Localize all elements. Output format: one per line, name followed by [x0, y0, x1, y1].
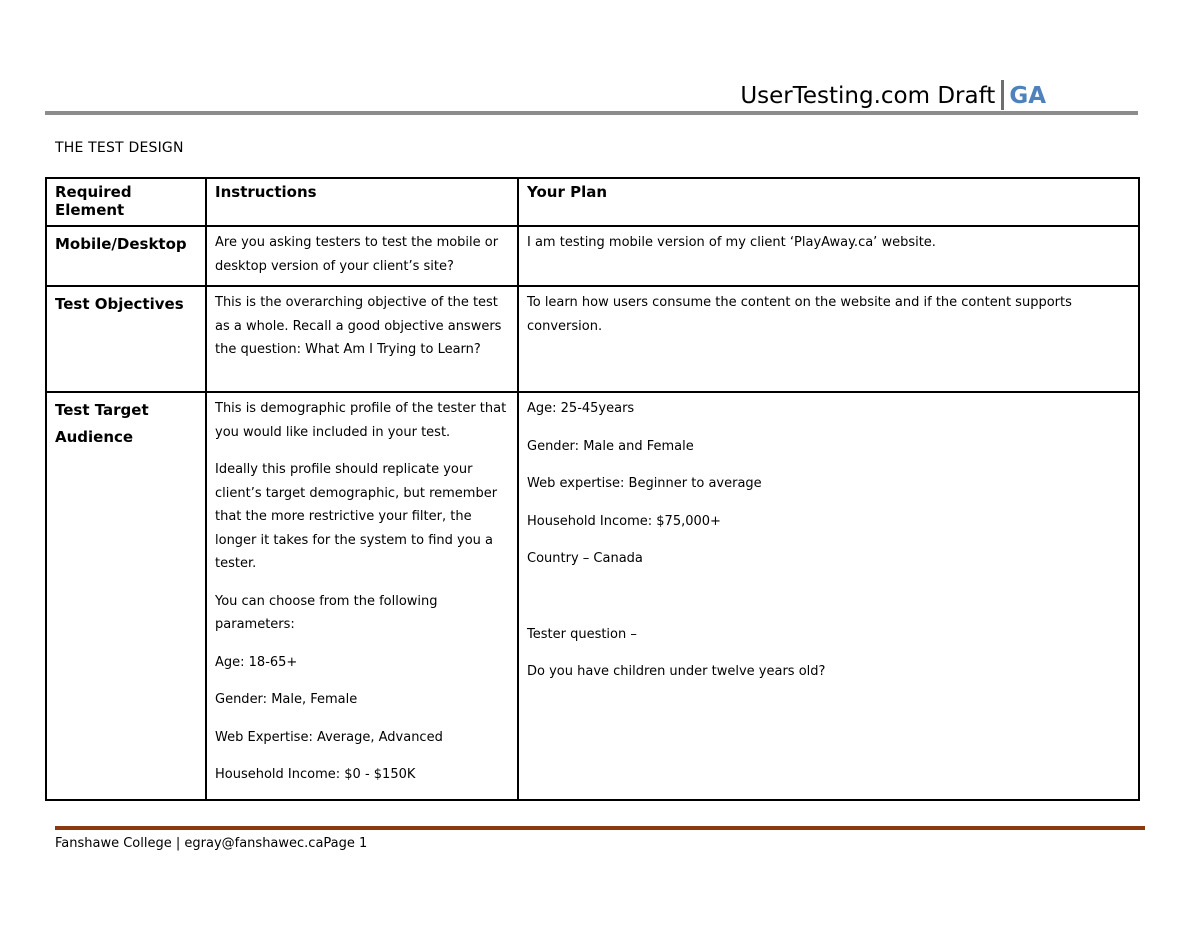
element-label: Test Target Audience: [55, 401, 149, 446]
instruction-text: This is demographic profile of the tester that you would like included in your test.: [215, 401, 507, 440]
plan-text: Country – Canada: [527, 551, 643, 566]
instruction-text: Web Expertise: Average, Advanced: [215, 729, 443, 745]
plan-cell: [518, 392, 1139, 800]
header-rule: [45, 111, 1138, 115]
header-title-text: UserTesting.com Draft: [740, 83, 996, 109]
instruction-text: Household Income: $0 - $150K: [215, 767, 416, 782]
column-header-required-element: Required Element: [46, 178, 206, 226]
plan-text: Gender: Male and Female: [527, 438, 694, 454]
column-header-your-plan: Your Plan: [518, 178, 1139, 226]
element-label: Mobile/Desktop: [55, 235, 187, 253]
instruction-text: Ideally this profile should replicate your client’s target demographic, but remember that the more restrictive your filter, the longer it takes for the system to find you a tester.: [215, 462, 498, 571]
header-initials: GA: [1009, 83, 1046, 109]
table-row-test-objectives: [46, 286, 1139, 392]
test-design-table: [45, 177, 1140, 801]
plan-text: Do you have children under twelve years old?: [527, 664, 826, 679]
instructions-cell: [206, 286, 518, 392]
plan-text: Tester question –: [527, 626, 637, 642]
instructions-cell: [206, 392, 518, 800]
header-separator: [1001, 80, 1004, 110]
plan-cell: [518, 286, 1139, 392]
plan-text: I am testing mobile version of my client ‘PlayAway.ca’ website.: [527, 235, 936, 250]
required-element-cell: [46, 286, 206, 392]
instruction-text: Are you asking testers to test the mobile or desktop version of your client’s site?: [215, 235, 499, 274]
instruction-text: This is the overarching objective of the test as a whole. Recall a good objective answers the question: What Am I Trying to Learn?: [215, 295, 502, 357]
plan-cell: [518, 226, 1139, 286]
column-header-instructions: Instructions: [206, 178, 518, 226]
instruction-text: Gender: Male, Female: [215, 692, 358, 707]
plan-text: Household Income: $75,000+: [527, 513, 721, 529]
required-element-cell: [46, 392, 206, 800]
plan-text: Web expertise: Beginner to average: [527, 476, 762, 491]
plan-text: Age: 25-45years: [527, 401, 635, 416]
page-footer: Fanshawe College | egray@fanshawec.caPage 1: [55, 836, 368, 851]
plan-text: To learn how users consume the content on the website and if the content supports conversion.: [527, 295, 1072, 334]
section-heading: THE TEST DESIGN: [55, 140, 184, 156]
instruction-text: You can choose from the following parameters:: [215, 593, 438, 632]
table-row-mobile-desktop: [46, 226, 1139, 286]
document-header-title: [740, 80, 1046, 110]
footer-rule: [55, 826, 1145, 830]
instruction-text: Age: 18-65+: [215, 654, 298, 670]
table-header-row: [46, 178, 1139, 226]
element-label: Test Objectives: [55, 295, 184, 313]
instructions-cell: [206, 226, 518, 286]
required-element-cell: [46, 226, 206, 286]
table-row-test-target-audience: [46, 392, 1139, 800]
